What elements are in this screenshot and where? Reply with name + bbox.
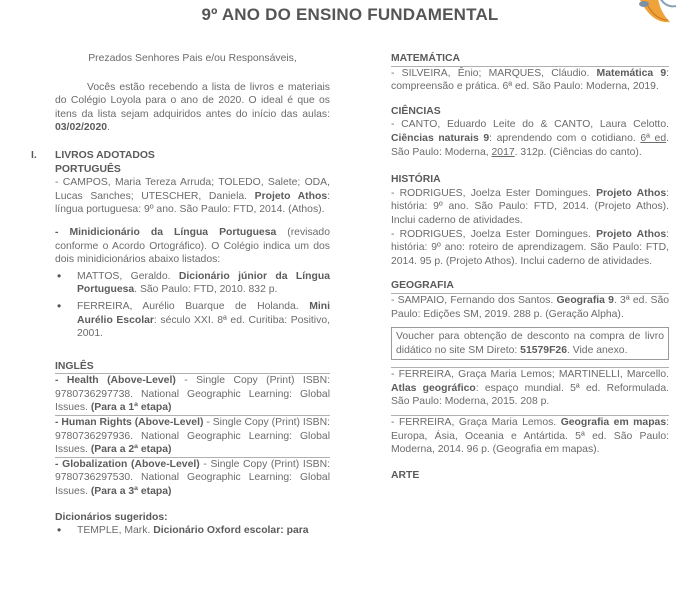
historia-book-1: - RODRIGUES, Joelza Ester Domingues. Projeto Athos: história: 9º ano. São Paulo: FTD, 2014. (Projeto Athos). Inclui caderno de atividades. — [391, 187, 670, 226]
minidicionario-note: - Minidicionário da Língua Portuguesa (revisado conforme o Acordo Ortográfico). O Colégio indica um dos dois minidicionários abaixo listados: — [55, 226, 330, 266]
heading-arte: ARTE — [391, 469, 420, 481]
heading-geografia: GEOGRAFIA — [391, 280, 454, 292]
geografia-book-1: - SAMPAIO, Fernando dos Santos. Geografia 9. 3ª ed. São Paulo: Edições SM, 2019. 288 p. (Geração Alpha). — [391, 294, 670, 320]
heading-portugues: PORTUGUÊS — [55, 163, 121, 175]
voucher-code: 51579F26 — [520, 344, 567, 356]
greeting: Prezados Senhores Pais e/ou Responsáveis, — [88, 53, 297, 64]
dict-item-temple: • TEMPLE, Mark. Dicionário Oxford escolar: para — [55, 524, 330, 538]
ingles-item-3: - Globalization (Above-Level) - Single Copy (Print) ISBN: 9780736297530. National Geographic Learning: Global Issues. (Para a 3ª etapa) — [55, 458, 330, 498]
heading-matematica: MATEMÁTICA — [391, 53, 461, 64]
section-number: I. — [31, 149, 37, 161]
page-title: 9º ANO DO ENSINO FUNDAMENTAL — [201, 5, 499, 24]
section-livros-adotados — [31, 149, 330, 163]
left-column — [31, 52, 331, 538]
voucher-box: Voucher para obtenção de desconto na compra de livro didático no site SM Direto: 51579F26. Vide anexo. — [391, 327, 669, 360]
dict-item-mattos: • MATTOS, Geraldo. Dicionário júnior da Língua Portuguesa. São Paulo: FTD, 2010. 832 p. — [55, 270, 330, 297]
geografia-book-3: - FERREIRA, Graça Maria Lemos. Geografia em mapas: Europa, Ásia, Oceania e Antártida. 5ª ed. São Paulo: Moderna, 2014. 96 p. (Geografia em mapas). — [391, 417, 669, 456]
right-column — [391, 52, 669, 482]
geografia-book-2: - FERREIRA, Graça Maria Lemos; MARTINELLI, Marcello. Atlas geográfico: espaço mundial. 5ª ed. Reformulada. São Paulo: Moderna, 2015. 208 p. — [391, 369, 669, 408]
section-title: LIVROS ADOTADOS — [55, 149, 155, 161]
dict-item-ferreira: • FERREIRA, Aurélio Buarque de Holanda. Mini Aurélio Escolar: século XXI. 8ª ed. Curitiba: Positivo, 2001. — [55, 300, 330, 341]
ciencias-book: - CANTO, Eduardo Leite do & CANTO, Laura Celotto. Ciências naturais 9: aprendendo com o cotidiano. 6ª ed. São Paulo: Moderna, 2017. 312p. (Ciências do canto). — [391, 119, 669, 158]
ingles-item-2: - Human Rights (Above-Level) - Single Copy (Print) ISBN: 9780736297936. National Geographic Learning: Global Issues. (Para a 2ª etapa) — [55, 417, 330, 456]
colegio-logo — [620, 0, 680, 34]
ingles-item-1: - Health (Above-Level) - Single Copy (Print) ISBN: 9780736297738. National Geographic Learning: Global Issues. (Para a 1ª etapa) — [55, 375, 330, 414]
intro-paragraph: Vocês estão recebendo a lista de livros e materiais do Colégio Loyola para o ano de 2020. O ideal é que os itens da lista sejam adquiridos antes do início das aulas: 03/02/2020. — [55, 81, 330, 134]
heading-dicionarios-sugeridos: Dicionários sugeridos: — [55, 511, 168, 523]
historia-book-2: - RODRIGUES, Joelza Ester Domingues. Projeto Athos: história: 9º ano: roteiro de aprendizagem. São Paulo: FTD, 2014. 95 p. (Projeto Athos). Inclui caderno de atividades. — [391, 228, 670, 267]
heading-historia: HISTÓRIA — [391, 174, 441, 186]
matematica-book: - SILVEIRA, Ênio; MARQUES, Cláudio. Matemática 9: compreensão e prática. 6ª ed. São Paulo: Moderna, 2019. — [391, 67, 670, 93]
start-date: 03/02/2020 — [55, 122, 108, 134]
heading-ciencias: CIÊNCIAS — [391, 105, 441, 117]
heading-ingles: INGLÊS — [55, 360, 94, 372]
portugues-book-1: - CAMPOS, Maria Tereza Arruda; TOLEDO, Salete; ODA, Lucas Sanches; UTESCHER, Daniela. Projeto Athos: língua portuguesa: 9º ano. São Paulo: FTD, 2014. (Athos). — [55, 177, 331, 216]
